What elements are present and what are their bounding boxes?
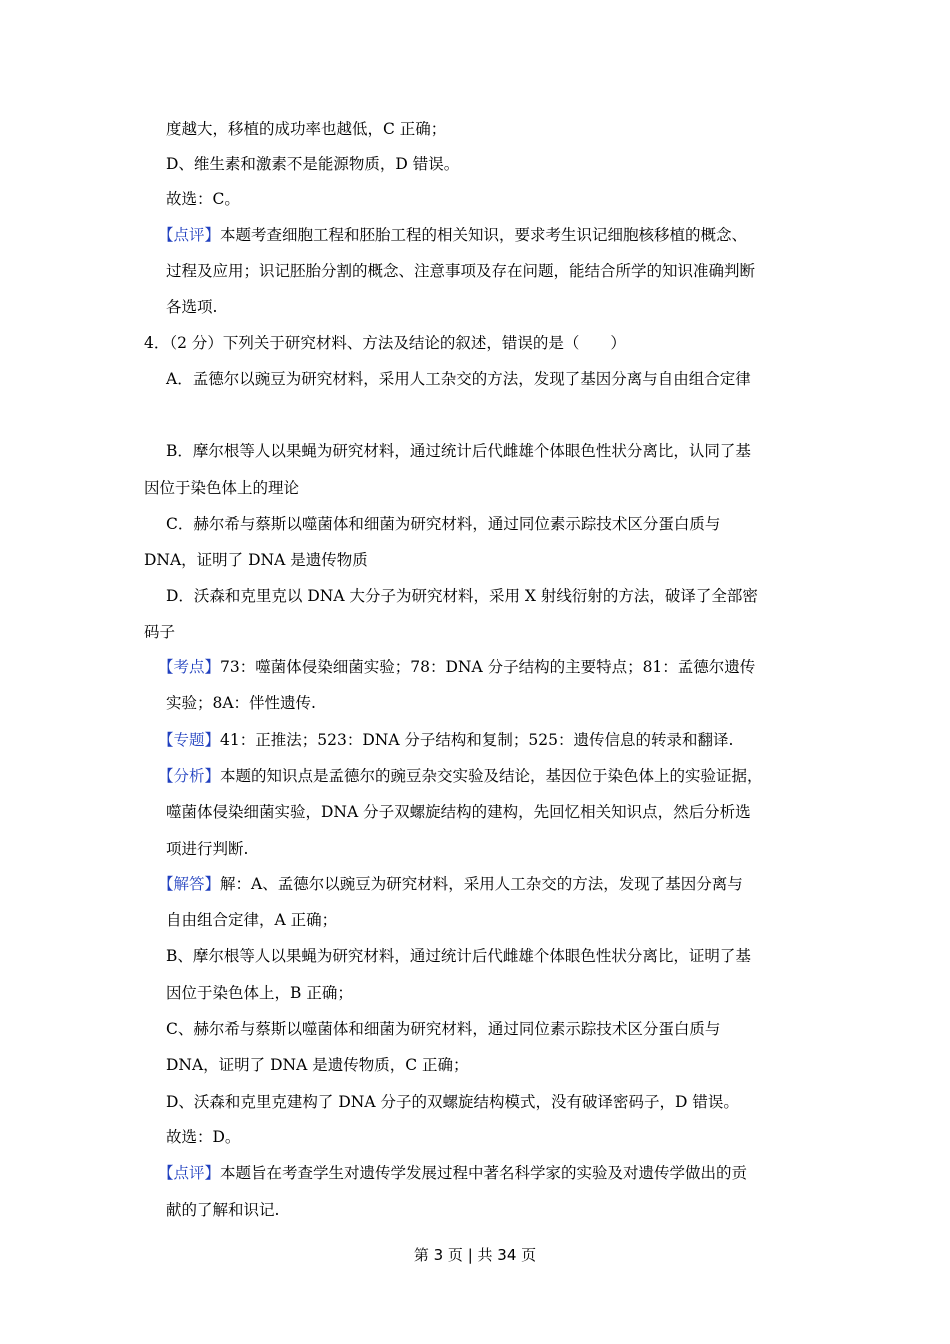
knowledge-tag: 【考点】: [158, 658, 221, 676]
review-text: 本题考查细胞工程和胚胎工程的相关知识，要求考生识记细胞核移植的概念、: [220, 226, 748, 244]
solution-line: C、赫尔希与蔡斯以噬菌体和细菌为研究材料，通过同位素示踪技术区分蛋白质与: [166, 1020, 721, 1038]
solution-line: D、沃森和克里克建构了 DNA 分子的双螺旋结构模式，没有破译密码子，D 错误。: [166, 1093, 739, 1111]
review-line: 献的了解和识记.: [166, 1201, 280, 1219]
option-c: C．赫尔希与蔡斯以噬菌体和细菌为研究材料，通过同位素示踪技术区分蛋白质与: [166, 515, 721, 533]
option-a: A．孟德尔以豌豆为研究材料，采用人工杂交的方法，发现了基因分离与自由组合定律: [166, 370, 751, 388]
prev-answer-choice: 故选：C。: [166, 190, 240, 208]
analysis-tag: 【分析】: [158, 767, 221, 785]
prev-answer-line: 度越大，移植的成功率也越低，C 正确；: [166, 120, 447, 138]
knowledge-text: 73：噬菌体侵染细菌实验；78：DNA 分子结构的主要特点；81：孟德尔遗传: [220, 658, 756, 676]
topic-text: 41：正推法；523：DNA 分子结构和复制；525：遗传信息的转录和翻译.: [220, 731, 734, 749]
topic-tag: 【专题】: [158, 731, 221, 749]
question-stem: 4．（2 分）下列关于研究材料、方法及结论的叙述，错误的是（ ）: [144, 334, 626, 352]
option-b: B．摩尔根等人以果蝇为研究材料，通过统计后代雌雄个体眼色性状分离比，认同了基: [166, 442, 751, 460]
analysis-line: 噬菌体侵染细菌实验，DNA 分子双螺旋结构的建构，先回忆相关知识点，然后分析选: [166, 803, 751, 821]
prev-review-line: 过程及应用；识记胚胎分割的概念、注意事项及存在问题，能结合所学的知识准确判断: [166, 262, 756, 280]
option-d-cont: 码子: [144, 623, 176, 641]
prev-answer-line: D、维生素和激素不是能源物质，D 错误。: [166, 155, 460, 173]
solution-line: 因位于染色体上，B 正确；: [166, 984, 353, 1002]
solution-choice: 故选：D。: [166, 1128, 241, 1146]
knowledge-line: 实验；8A：伴性遗传.: [166, 694, 316, 712]
review: [158, 1162, 747, 1184]
analysis: [158, 765, 763, 787]
solution-tag: 【解答】: [158, 875, 221, 893]
option-c-cont: DNA，证明了 DNA 是遗传物质: [144, 551, 368, 569]
solution-line: B、摩尔根等人以果蝇为研究材料，通过统计后代雌雄个体眼色性状分离比，证明了基: [166, 947, 751, 965]
prev-review-line: 各选项.: [166, 298, 218, 316]
review-text: 本题旨在考查学生对遗传学发展过程中著名科学家的实验及对遗传学做出的贡: [220, 1164, 748, 1182]
solution: [158, 873, 743, 895]
review-tag: 【点评】: [158, 226, 221, 244]
solution-text: 解：A、孟德尔以豌豆为研究材料，采用人工杂交的方法，发现了基因分离与: [220, 875, 743, 893]
solution-line: DNA，证明了 DNA 是遗传物质，C 正确；: [166, 1056, 469, 1074]
option-b-cont: 因位于染色体上的理论: [144, 479, 300, 497]
analysis-line: 项进行判断.: [166, 840, 249, 858]
topic: [158, 729, 733, 751]
review-tag: 【点评】: [158, 1164, 221, 1182]
solution-line: 自由组合定律，A 正确；: [166, 911, 338, 929]
analysis-text: 本题的知识点是孟德尔的豌豆杂交实验及结论，基因位于染色体上的实验证据，: [220, 767, 763, 785]
option-d: D．沃森和克里克以 DNA 大分子为研究材料，采用 X 射线衍射的方法，破译了全部密: [166, 587, 758, 605]
prev-review: [158, 224, 747, 246]
page-footer: 第 3 页 | 共 34 页: [413, 1246, 537, 1264]
knowledge-point: [158, 656, 755, 678]
